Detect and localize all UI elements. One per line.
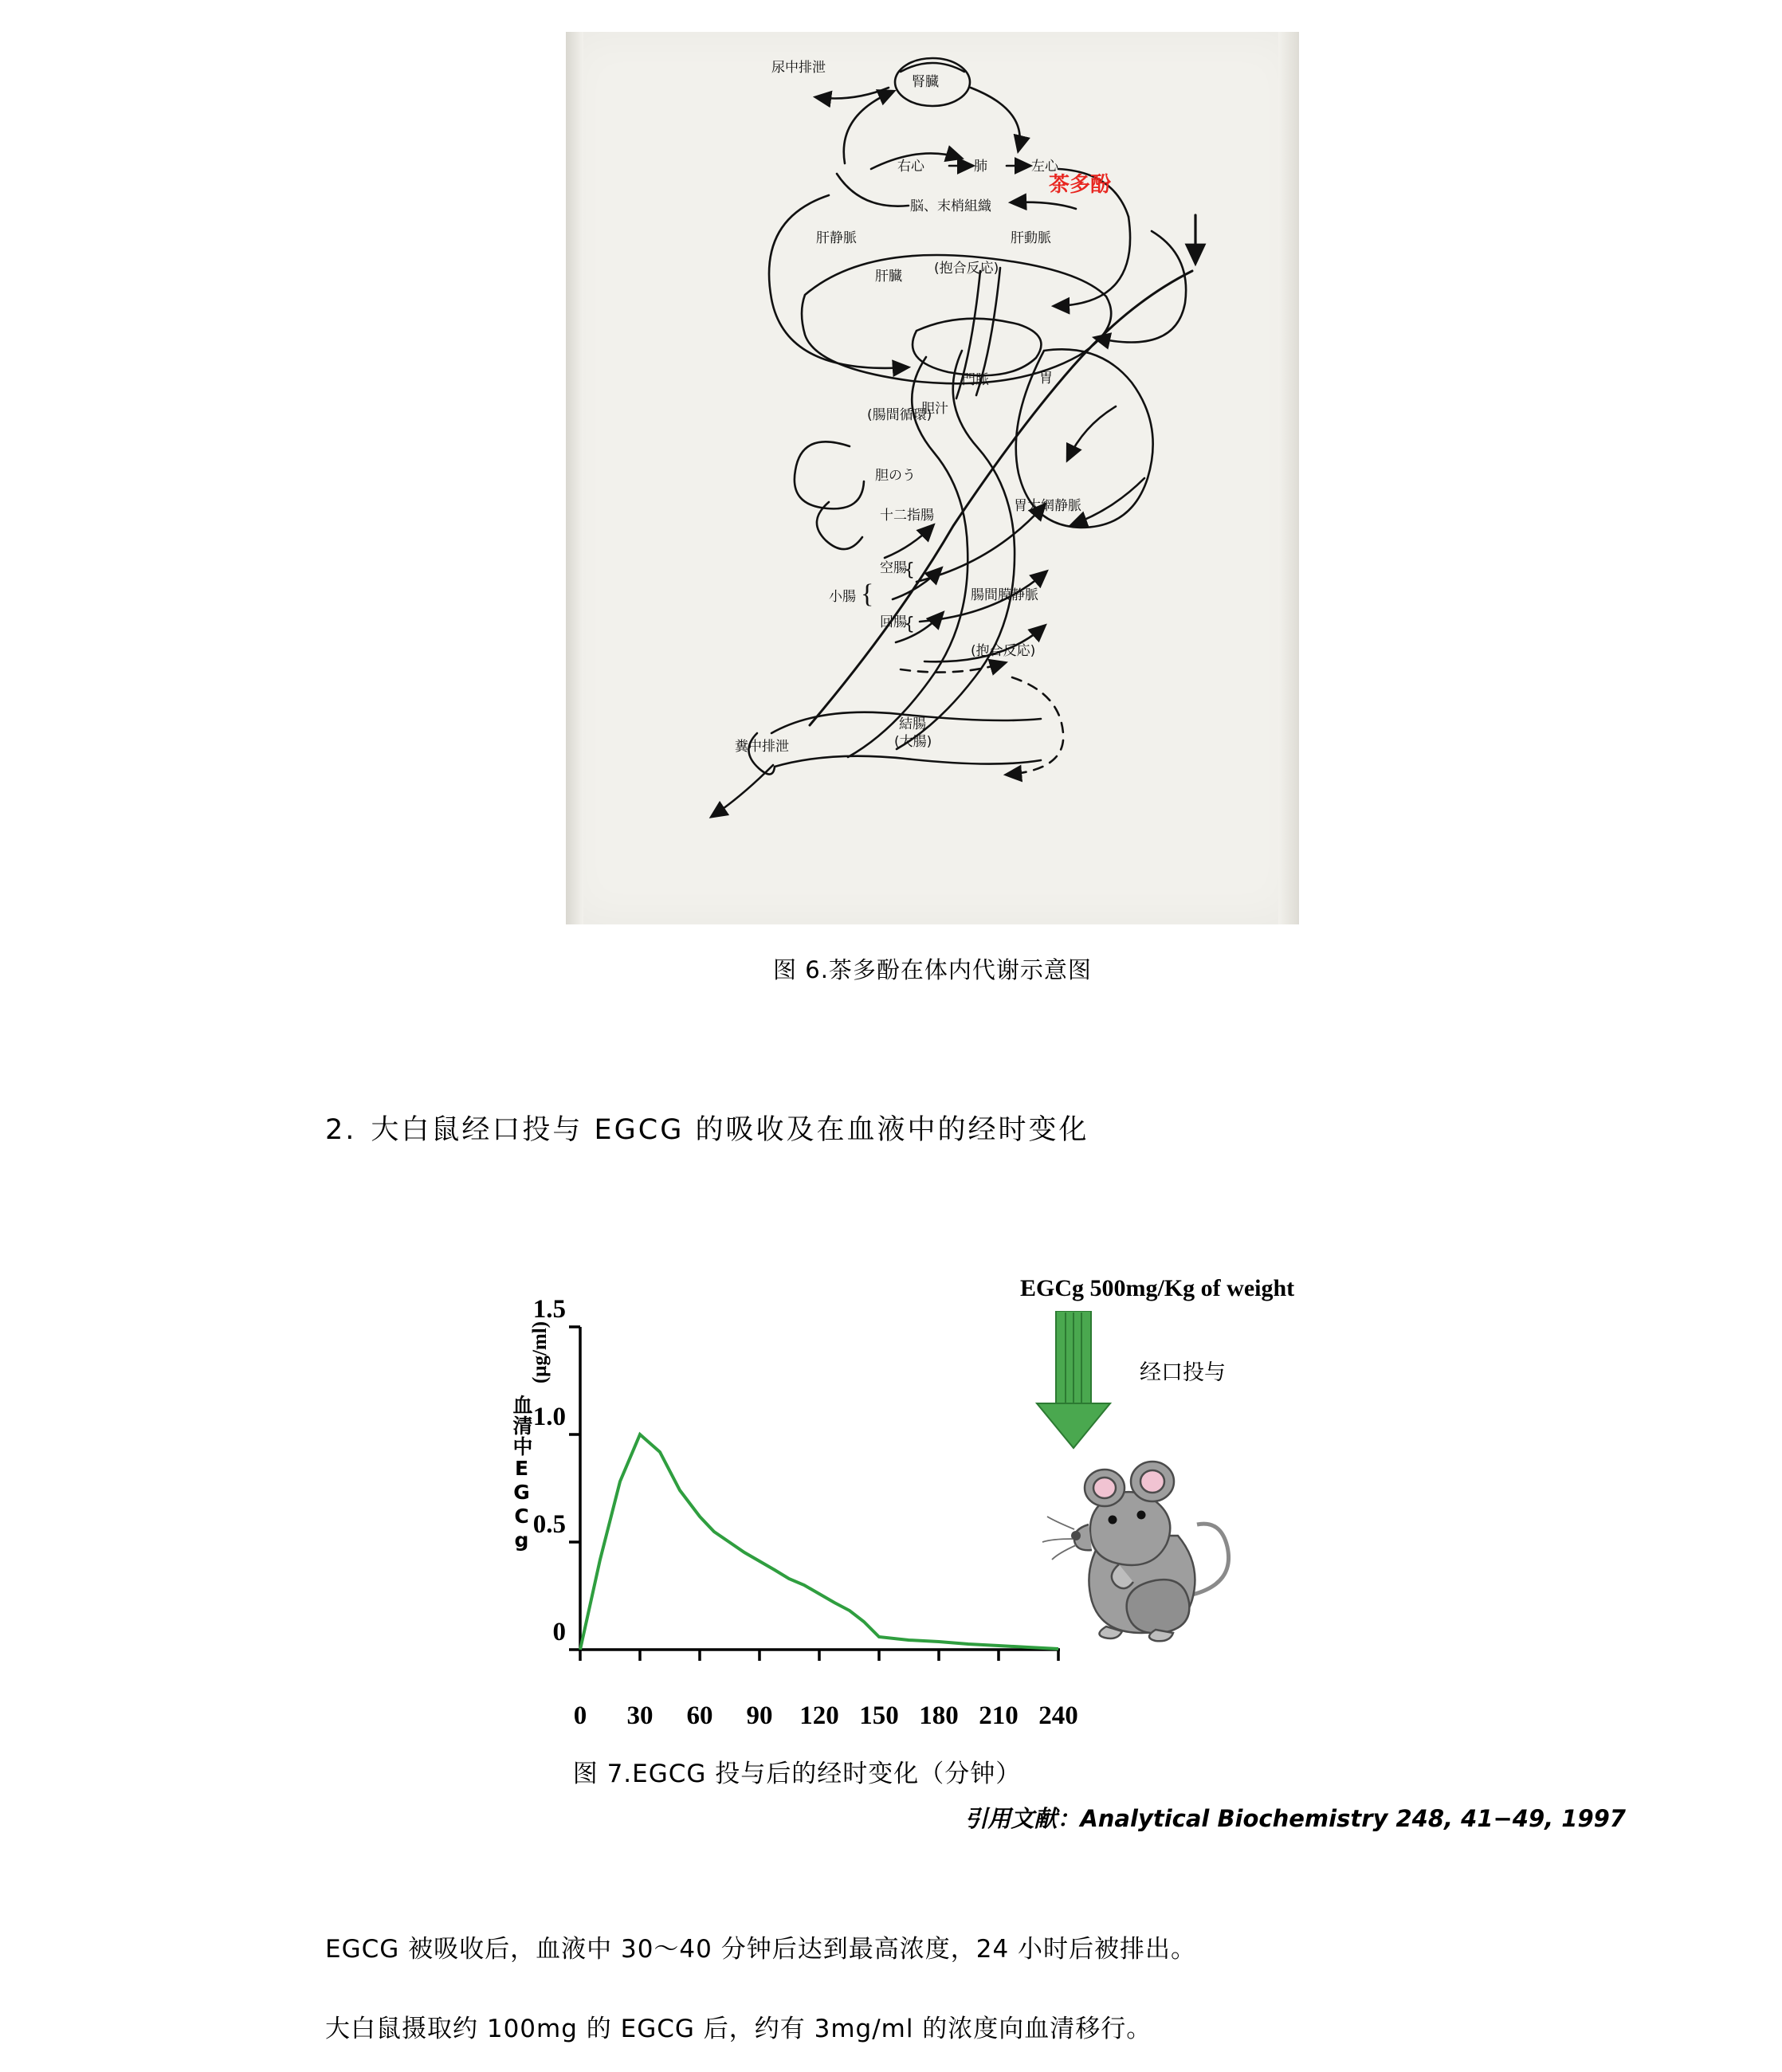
svg-text:{: {: [904, 614, 915, 634]
chart-xtick-8: 240: [1038, 1701, 1078, 1730]
fig6-label-conjugation-2: (抱合反応): [971, 643, 1036, 659]
chart-y-axis-label: 血清中EGCg: [510, 1395, 533, 1552]
chart-ytick-3: 1.5: [532, 1295, 566, 1324]
fig6-label-stomach: 胃: [1039, 371, 1053, 387]
chart-y-axis-unit: (μg/ml): [529, 1321, 551, 1384]
fig6-label-hepatic-artery: 肝動脈: [1011, 230, 1051, 246]
fig6-label-lung: 肺: [974, 159, 987, 175]
fig6-label-bile: 胆汁: [921, 401, 948, 417]
fig6-label-portal-vein: 門脈: [962, 372, 989, 388]
svg-text:{: {: [904, 560, 915, 580]
chart-xtick-0: 0: [573, 1701, 587, 1730]
chart-ytick-2: 1.0: [532, 1403, 566, 1431]
body-paragraph-1: EGCG 被吸收后，血液中 30～40 分钟后达到最高浓度，24 小时后被排出。: [325, 1935, 1197, 1964]
section-title: 大白鼠经口投与 EGCG 的吸收及在血液中的经时变化: [371, 1114, 1089, 1146]
fig6-label-right-heart: 右心: [897, 159, 924, 175]
fig6-highlight-tea-polyphenol: 茶多酚: [1049, 173, 1112, 197]
administration-label: 经口投与: [1140, 1360, 1226, 1385]
chart-xtick-5: 150: [859, 1701, 899, 1730]
chart-xtick-6: 180: [919, 1701, 959, 1730]
figure-7-reference: 引用文献：Analytical Biochemistry 248, 41−49, 1997: [964, 1805, 1626, 1832]
egcg-concentration-curve: [510, 1323, 1068, 1689]
fig6-label-large-intestine: (大腸): [894, 734, 932, 750]
fig6-label-gastric-vein: 胃大網静脈: [1014, 498, 1081, 514]
section-number: 2.: [325, 1114, 357, 1146]
fig6-label-feces: 糞中排泄: [735, 739, 789, 755]
fig6-label-kidney: 腎臓: [912, 74, 939, 90]
fig6-label-ileum: 回腸: [880, 614, 907, 630]
body-paragraph-2: 大白鼠摄取约 100mg 的 EGCG 后，约有 3mg/ml 的浓度向血清移行。: [325, 2015, 1152, 2043]
figure-6-image: [566, 32, 1299, 924]
figure-6: [566, 32, 1299, 983]
chart-xtick-7: 210: [979, 1701, 1019, 1730]
chart-xtick-4: 120: [799, 1701, 839, 1730]
chart-ytick-0: 0: [552, 1618, 566, 1646]
svg-text:{: {: [861, 579, 874, 609]
dose-label: EGCg 500mg/Kg of weight: [1020, 1275, 1295, 1301]
chart-xtick-2: 60: [686, 1701, 713, 1730]
chart-ytick-1: 0.5: [532, 1510, 566, 1539]
fig6-label-enterohepatic: (腸間循環): [867, 407, 932, 423]
fig6-label-brain: 脳、末梢組織: [910, 198, 991, 214]
metabolism-diagram: [566, 32, 1299, 924]
figure-6-caption: 图 6.茶多酚在体内代谢示意图: [773, 956, 1092, 983]
fig6-label-urine: 尿中排泄: [771, 60, 826, 76]
fig6-label-left-heart: 左心: [1031, 159, 1058, 175]
fig6-label-colon: 結腸: [899, 716, 926, 732]
fig6-label-duodenum: 十二指腸: [880, 508, 934, 524]
fig6-label-conjugation-1: (抱合反応): [934, 261, 999, 277]
figure-7: [510, 1275, 1626, 1832]
figure-7-caption: 图 7.EGCG 投与后的经时变化（分钟）: [572, 1760, 1022, 1788]
fig6-label-liver: 肝臓: [875, 269, 902, 285]
fig6-label-gallbladder: 胆のう: [875, 468, 916, 484]
chart-plot-area: [510, 1323, 1068, 1689]
oral-administration-arrow-icon: [1024, 1311, 1128, 1454]
fig6-label-mesenteric-vein: 腸間膜静脈: [971, 587, 1038, 603]
section-heading: [325, 1108, 1089, 1148]
fig6-label-hepatic-vein: 肝静脈: [816, 230, 857, 246]
chart-xtick-1: 30: [626, 1701, 654, 1730]
chart-xtick-3: 90: [746, 1701, 773, 1730]
fig6-label-jejunum: 空腸: [880, 560, 907, 576]
fig6-label-small-intestine: 小腸: [829, 589, 856, 605]
mouse-illustration: [1036, 1446, 1251, 1646]
